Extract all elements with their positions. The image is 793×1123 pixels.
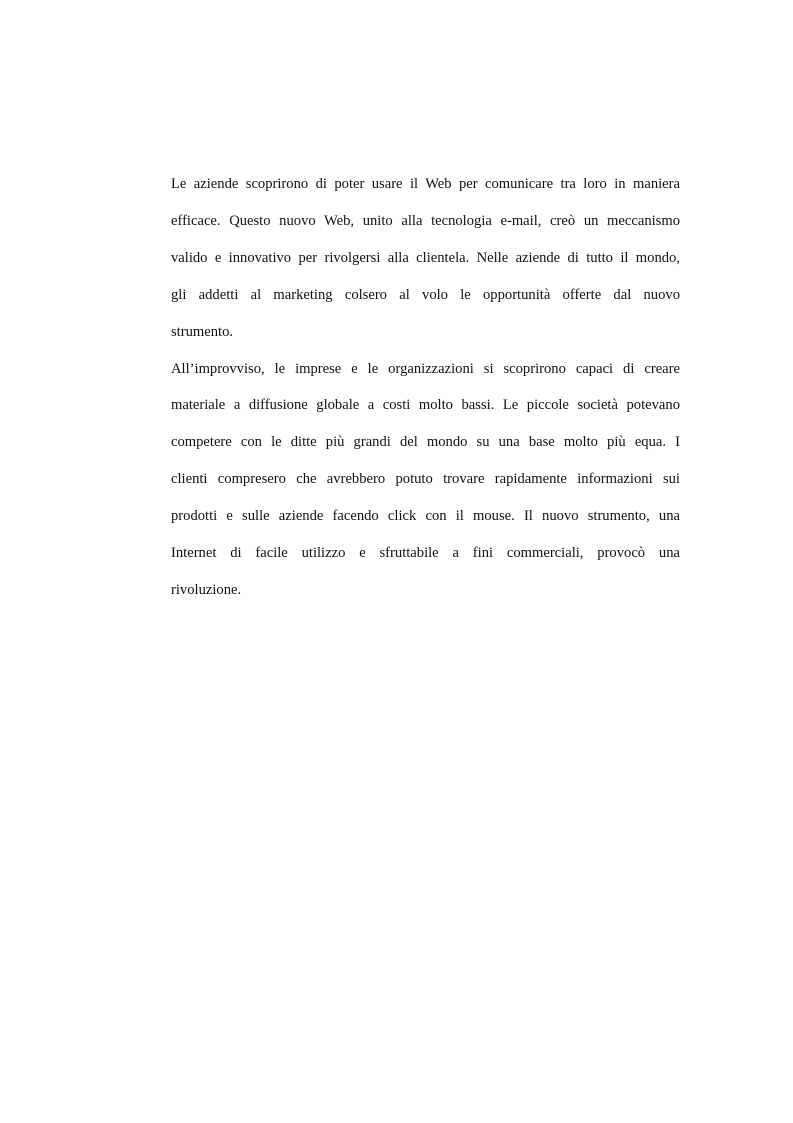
text-line: materiale a diffusione globale a costi molto bassi. Le piccole società potevano — [171, 397, 680, 414]
text-line: Le aziende scoprirono di poter usare il Web per comunicare tra loro in maniera — [171, 176, 680, 192]
paragraph-1 — [171, 166, 680, 351]
text-line: valido e innovativo per rivolgersi alla clientela. Nelle aziende di tutto il mondo, — [171, 249, 680, 266]
text-line: rivoluzione. — [171, 581, 242, 598]
paragraph-2 — [171, 351, 680, 609]
text-line: clienti compresero che avrebbero potuto trovare rapidamente informazioni sui — [171, 471, 680, 488]
text-line: gli addetti al marketing colsero al volo le opportunità offerte dal nuovo — [171, 286, 680, 303]
text-line: prodotti e sulle aziende facendo click con il mouse. Il nuovo strumento, una — [171, 508, 680, 525]
text-line: All’improvviso, le imprese e le organizzazioni si scoprirono capaci di creare — [171, 360, 680, 377]
text-line: Internet di facile utilizzo e sfruttabile a fini commerciali, provocò una — [171, 545, 680, 562]
text-line: competere con le ditte più grandi del mondo su una base molto più equa. I — [171, 434, 680, 451]
text-line: efficace. Questo nuovo Web, unito alla tecnologia e-mail, creò un meccanismo — [171, 212, 680, 229]
text-line: strumento. — [171, 323, 234, 340]
body-text — [171, 166, 680, 609]
